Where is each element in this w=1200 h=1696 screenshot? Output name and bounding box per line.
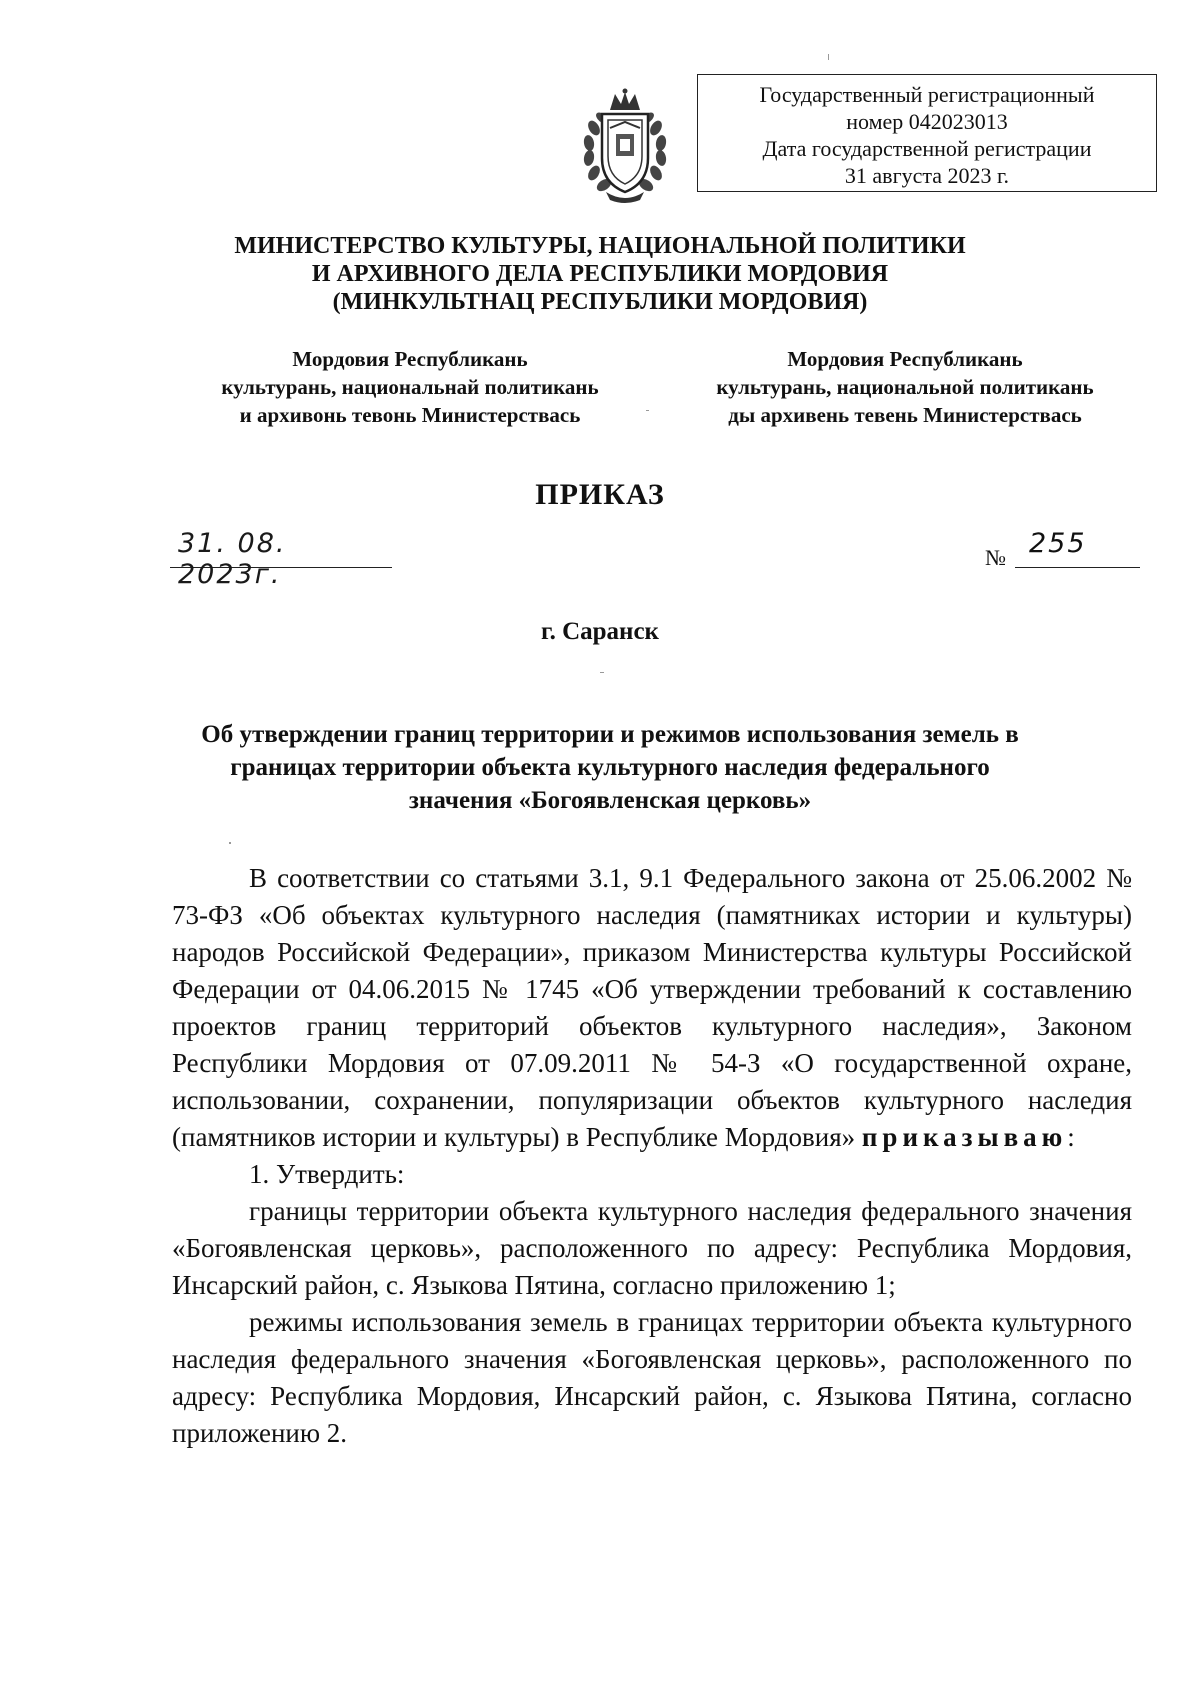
- ministry-header: [0, 232, 1200, 316]
- mordovian-name-left: [170, 345, 650, 429]
- scan-speck: [600, 672, 604, 673]
- scan-speck: [646, 410, 649, 411]
- ministry-line-2: И АРХИВНОГО ДЕЛА РЕСПУБЛИКИ МОРДОВИЯ: [311, 261, 889, 287]
- subject-line-1: Об утверждении границ территории и режимов использования земель в: [201, 721, 1019, 748]
- registration-date: 31 августа 2023 г.: [844, 163, 1010, 188]
- order-title: ПРИКАЗ: [535, 478, 665, 511]
- body-paragraph-regimes: режимы использования земель в границах территории объекта культурного наследия федерального значения «Богоявленская церковь», расположенного по адресу: Республика Мордовия, Инсарский район, с. Языкова Пятина, согласно приложению 2.: [172, 1307, 1132, 1448]
- registration-line-1: Государственный регистрационный: [759, 82, 1095, 107]
- order-subject: [180, 718, 1040, 817]
- mordovian-left-line-3: и архивонь тевонь Министерствась: [239, 403, 581, 427]
- ministry-line-1: МИНИСТЕРСТВО КУЛЬТУРЫ, НАЦИОНАЛЬНОЙ ПОЛИТИКИ: [234, 233, 966, 259]
- body-paragraph-boundaries: границы территории объекта культурного наследия федерального значения «Богоявленская церковь», расположенного по адресу: Республика Мордовия, Инсарский район, с. Языкова Пятина, согласно приложению 1;: [172, 1196, 1132, 1300]
- mordovian-name-right: [665, 345, 1145, 429]
- subject-line-2: границах территории объекта культурного наследия федерального: [230, 754, 990, 781]
- registration-stamp-box: [697, 74, 1157, 192]
- body-paragraph-preamble: [172, 860, 1132, 1156]
- registration-number: номер 042023013: [846, 109, 1008, 134]
- coat-of-arms-icon: [580, 88, 670, 206]
- mordovian-right-line-2: культурань, национальной политикань: [716, 375, 1094, 399]
- preamble-text: В соответствии со статьями 3.1, 9.1 Федерального закона от 25.06.2002 № 73-ФЗ «Об объектах культурного наследия (памятниках истории и культуры) народов Российской Федерации», приказом Министерства культуры Российской Федерации от 04.06.2015 № 1745 «Об утверждении требований к составлению проектов границ территорий объектов культурного наследия», Законом Республики Мордовия от 07.09.2011 № 54-З «О государственной охране, использовании, сохранении, популяризации объектов культурного наследия (памятников истории и культуры) в Республике Мордовия»: [172, 863, 1132, 1152]
- ministry-line-3: (МИНКУЛЬТНАЦ РЕСПУБЛИКИ МОРДОВИЯ): [332, 289, 868, 315]
- registration-line-3: Дата государственной регистрации: [762, 136, 1092, 161]
- preamble-colon: :: [1067, 1122, 1075, 1152]
- mordovian-left-line-1: Мордовия Республикань: [292, 347, 528, 371]
- number-sign: №: [985, 545, 1006, 570]
- subject-line-3: значения «Богоявленская церковь»: [408, 787, 812, 814]
- scan-speck: [828, 54, 829, 60]
- mordovian-right-line-3: ды архивень тевень Министерствась: [728, 403, 1082, 427]
- city-name: г. Саранск: [541, 618, 659, 645]
- order-verb: приказываю: [861, 1122, 1068, 1152]
- handwritten-date: 31. 08. 2023г.: [170, 528, 392, 568]
- mordovian-right-line-1: Мордовия Республикань: [787, 347, 1023, 371]
- mordovian-left-line-2: культурань, национальнай политикань: [221, 375, 599, 399]
- body-paragraph-item-1: 1. Утвердить:: [249, 1159, 405, 1189]
- scan-speck: [229, 842, 231, 844]
- handwritten-order-number: 255: [1015, 528, 1140, 568]
- order-body: [172, 860, 1132, 1452]
